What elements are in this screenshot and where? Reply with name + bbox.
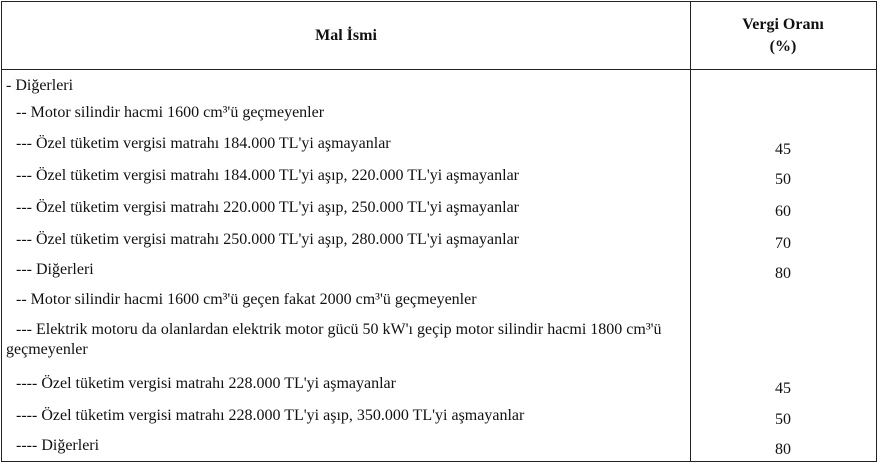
row-item-name: -- Motor silindir hacmi 1600 cm³'ü geçen fakat 2000 cm³'ü geçmeyenler [16,291,477,308]
row-tax-rate: 50 [775,411,791,428]
column-header-tax-rate-title: Vergi Oranı [742,16,824,33]
column-header-tax-rate-unit: (%) [769,38,797,55]
column-header-tax-rate [690,2,876,70]
row-tax-rate: 60 [775,203,791,220]
row-item-name: --- Diğerleri [16,261,94,278]
row-item-name: ---- Diğerleri [16,437,100,454]
row-item-name: --- Özel tüketim vergisi matrahı 184.000 TL'yi aşıp, 220.000 TL'yi aşmayanlar [16,167,519,184]
table-header [2,2,876,70]
row-item-name: - Diğerleri [6,77,74,94]
row-tax-rate: 45 [775,141,791,158]
row-tax-rate: 50 [775,171,791,188]
row-item-name: ---- Özel tüketim vergisi matrahı 228.000 TL'yi aşıp, 350.000 TL'yi aşmayanlar [16,407,525,424]
row-item-name: --- Elektrik motoru da olanlardan elektrik motor gücü 50 kW'ı geçip motor silindir hacmi 1800 cm³'ü geçmeyenler [6,321,662,358]
column-header-item-name: Mal İsmi [315,27,377,44]
row-item-name: --- Özel tüketim vergisi matrahı 184.000 TL'yi aşmayanlar [16,135,391,152]
row-item-name: --- Özel tüketim vergisi matrahı 220.000 TL'yi aşıp, 250.000 TL'yi aşmayanlar [16,199,519,216]
row-item-name: ---- Özel tüketim vergisi matrahı 228.000 TL'yi aşmayanlar [16,375,396,392]
row-tax-rate: 80 [775,441,791,458]
tax-rate-table [1,1,877,462]
row-item-name: -- Motor silindir hacmi 1600 cm³'ü geçmeyenler [16,104,325,121]
row-tax-rate: 80 [775,265,791,282]
row-item-name: --- Özel tüketim vergisi matrahı 250.000 TL'yi aşıp, 280.000 TL'yi aşmayanlar [16,231,519,248]
row-tax-rate: 45 [775,380,791,397]
row-tax-rate: 70 [775,235,791,252]
